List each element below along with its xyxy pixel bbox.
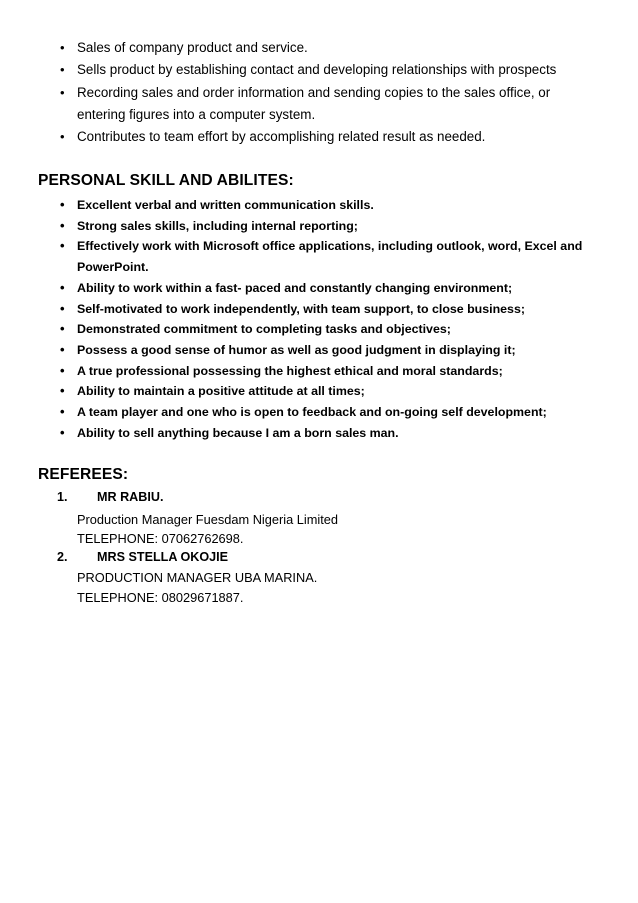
referee-number: 1. (57, 490, 68, 504)
list-item (60, 236, 597, 277)
skills-heading: PERSONAL SKILL AND ABILITES: (38, 172, 294, 189)
bullet-icon: • (60, 217, 65, 233)
list-item (60, 381, 597, 402)
referee-name: MR RABIU. (97, 490, 164, 504)
list-item (60, 126, 597, 148)
list-item (60, 402, 597, 423)
bullet-icon: • (60, 424, 65, 440)
duty-text: Contributes to team effort by accomplishing related result as needed. (77, 129, 486, 145)
bullet-icon: • (60, 238, 65, 254)
list-item (60, 59, 597, 81)
bullet-icon: • (60, 40, 65, 55)
list-item (60, 340, 597, 361)
list-item (60, 299, 597, 320)
bullet-icon: • (60, 300, 65, 316)
list-item (60, 319, 597, 340)
referee-position: PRODUCTION MANAGER UBA MARINA. (77, 570, 318, 585)
bullet-icon: • (60, 383, 65, 399)
skill-text: Effectively work with Microsoft office applications, including outlook, word, Excel and PowerPoint. (77, 239, 583, 275)
skills-list (60, 195, 597, 443)
skill-text: Possess a good sense of humor as well as good judgment in displaying it; (77, 342, 516, 357)
referee-phone: TELEPHONE: 08029671887. (77, 590, 244, 605)
bullet-icon: • (60, 362, 65, 378)
list-item (60, 216, 597, 237)
duty-text: Recording sales and order information and sending copies to the sales office, or entering figures into a computer system. (77, 84, 551, 122)
duties-list (60, 37, 597, 148)
list-item (60, 82, 597, 127)
list-item (60, 195, 597, 216)
bullet-icon: • (60, 129, 65, 145)
bullet-icon: • (60, 404, 65, 420)
skill-text: Ability to work within a fast- paced and constantly changing environment; (77, 280, 513, 295)
referees-heading: REFEREES: (38, 466, 129, 483)
list-item (60, 361, 597, 382)
duty-text: Sales of company product and service. (77, 40, 308, 55)
referee-phone: TELEPHONE: 07062762698. (77, 531, 244, 546)
referee-name: MRS STELLA OKOJIE (97, 550, 229, 564)
list-item (60, 278, 597, 299)
skill-text: Demonstrated commitment to completing tasks and objectives; (77, 322, 451, 337)
bullet-icon: • (60, 321, 65, 337)
skill-text: A team player and one who is open to feedback and on-going self development; (77, 405, 547, 420)
bullet-icon: • (60, 279, 65, 295)
bullet-icon: • (60, 84, 65, 100)
list-item (60, 37, 597, 59)
bullet-icon: • (60, 197, 65, 212)
duty-text: Sells product by establishing contact and developing relationships with prospects (77, 62, 557, 78)
list-item (60, 423, 597, 444)
referee-position: Production Manager Fuesdam Nigeria Limited (77, 512, 339, 527)
skill-text: Excellent verbal and written communication skills. (77, 198, 374, 212)
skill-text: Ability to maintain a positive attitude at all times; (77, 384, 365, 399)
skill-text: Ability to sell anything because I am a born sales man. (77, 425, 399, 440)
bullet-icon: • (60, 62, 65, 78)
skill-text: Self-motivated to work independently, with team support, to close business; (77, 301, 525, 316)
referee-number: 2. (57, 550, 68, 564)
bullet-icon: • (60, 341, 65, 357)
skill-text: A true professional possessing the highest ethical and moral standards; (77, 363, 503, 378)
skill-text: Strong sales skills, including internal reporting; (77, 218, 358, 233)
